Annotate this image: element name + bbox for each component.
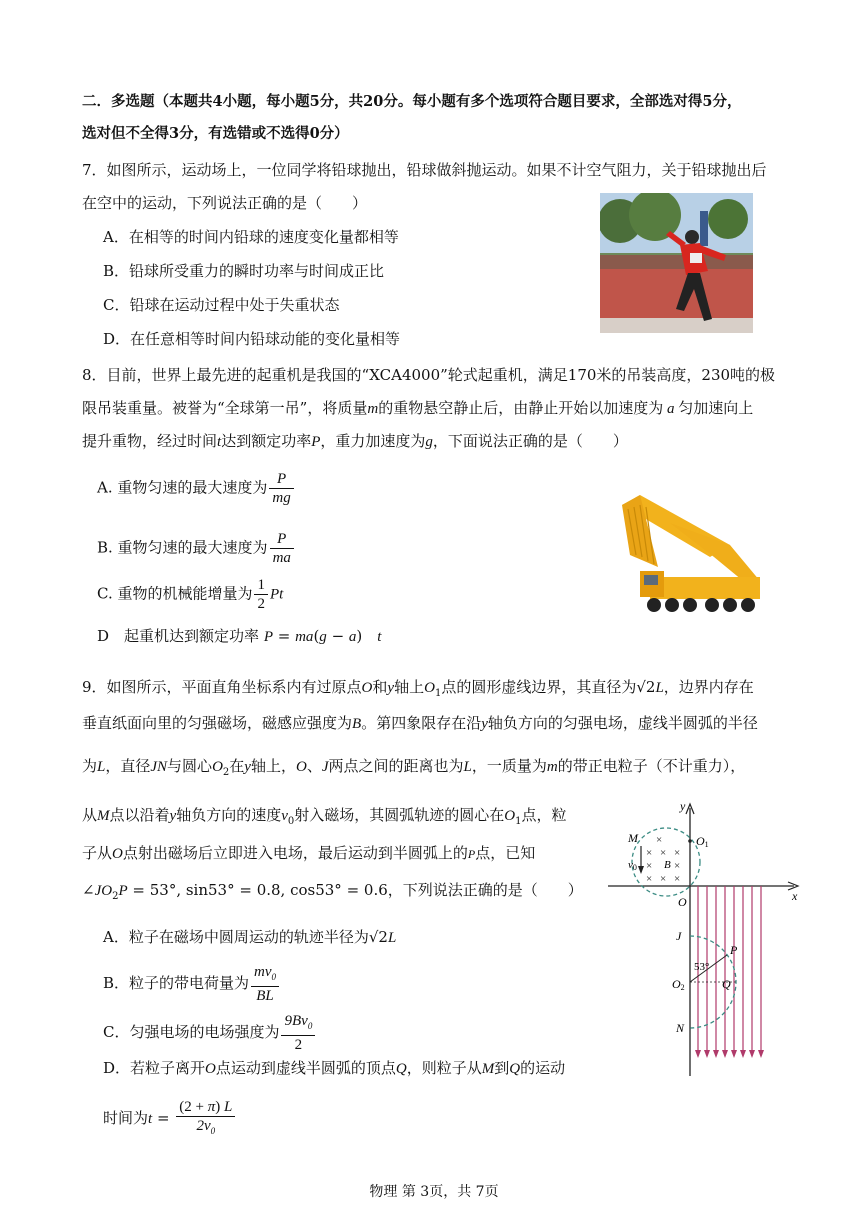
svg-text:×: × xyxy=(674,860,681,872)
label-y: y xyxy=(680,799,686,813)
label-o: O xyxy=(678,895,687,909)
point-o1 xyxy=(688,839,692,843)
label-b: B xyxy=(664,859,671,871)
label-p: P xyxy=(730,943,738,957)
q7-option-a: A．在相等的时间内铅球的速度变化量都相等 xyxy=(103,228,399,246)
svg-text:×: × xyxy=(646,860,653,872)
crane-photo xyxy=(610,485,770,625)
q8-option-b: B. 重物匀速的最大速度为 $\frac{P}{ma}$ xyxy=(97,530,296,567)
page-footer: 物理 第 3页，共 7页 xyxy=(369,1184,499,1200)
label-o2: O2 xyxy=(672,977,685,992)
q9-option-b: B．粒子的带电荷量为 $\frac{mv_0}{BL}$ xyxy=(103,963,281,1005)
q7-option-b: B．铅球所受重力的瞬时功率与时间成正比 xyxy=(103,262,385,280)
field-diagram xyxy=(608,798,808,1083)
q8-stem-3: 提升重物，经过时间t达到额定功率P，重力加速度为g，下面说法正确的是（ ） xyxy=(82,432,628,450)
svg-text:×: × xyxy=(674,873,681,885)
q9-option-d-2: 时间为t = $\frac{(2 + \pi) L}{2v_0}$ xyxy=(103,1098,237,1140)
svg-text:×: × xyxy=(646,847,653,859)
q9-option-d: D．若粒子离开O点运动到虚线半圆弧的顶点Q，则粒子从M到Q的运动 xyxy=(103,1059,566,1077)
svg-text:×: × xyxy=(656,834,663,846)
section-heading: 二．多选题（本题共4小题，每小题5分，共20分。每小题有多个选项符合题目要求，全部选对得5分， xyxy=(82,93,742,110)
label-angle: 53° xyxy=(694,961,710,973)
q9-stem-2: 垂直纸面向里的匀强磁场，磁感应强度为B。第四象限存在沿y轴负方向的匀强电场，虚线半圆弧的半径 xyxy=(82,714,758,732)
label-j: J xyxy=(676,929,682,943)
svg-text:×: × xyxy=(646,873,653,885)
q8-stem-2: 限吊装重量。被誉为“全球第一吊”，将质量m的重物悬空静止后，由静止开始以加速度为 a 匀加速向上 xyxy=(82,399,754,417)
q9-option-c: C．匀强电场的电场强度为 $\frac{9Bv_0}{2}$ xyxy=(103,1012,317,1054)
q8-option-a: A. 重物匀速的最大速度为 $\frac{P}{mg}$ xyxy=(97,470,296,507)
q7-stem-2: 在空中的运动，下列说法正确的是（ ） xyxy=(82,194,368,212)
q7-option-c: C．铅球在运动过程中处于失重状态 xyxy=(103,296,340,314)
svg-text:×: × xyxy=(660,847,667,859)
q9-stem-4: 从M点以沿着y轴负方向的速度$v_0$射入磁场，其圆弧轨迹的圆心在$O_1$点，粒 xyxy=(82,806,567,827)
label-m: M xyxy=(628,831,638,845)
q7-stem: 7．如图所示，运动场上，一位同学将铅球抛出，铅球做斜抛运动。如果不计空气阻力，关于铅球抛出后 xyxy=(82,161,767,179)
q9-stem: 9．如图所示，平面直角坐标系内有过原点O和y轴上$O_1$点的圆形虚线边界，其直径为√2L，边界内存在 xyxy=(82,678,754,699)
q7-option-d: D．在任意相等时间内铅球动能的变化量相等 xyxy=(103,330,401,348)
label-n: N xyxy=(676,1021,685,1035)
q9-stem-5: 子从O点射出磁场后立即进入电场，最后运动到半圆弧上的P点，已知 xyxy=(82,844,536,862)
q8-stem: 8．目前，世界上最先进的起重机是我国的“XCA4000”轮式起重机，满足170米的吊装高度，230吨的极 xyxy=(82,366,776,384)
q9-stem-3: 为L，直径JN与圆心$O_2$在y轴上，O、J两点之间的距离也为L，一质量为m的带正电粒子（不计重力）， xyxy=(82,757,746,778)
electric-field-arrows xyxy=(695,1050,764,1058)
q8-option-d: D 起重机达到额定功率 P = ma(g − a) t xyxy=(97,627,382,645)
svg-text:×: × xyxy=(660,873,667,885)
label-v0: v0 xyxy=(628,859,637,872)
label-x: x xyxy=(792,889,798,903)
label-q: Q xyxy=(722,977,731,991)
section-heading-2: 选对但不全得3分，有选错或不选得0分） xyxy=(82,125,349,142)
q9-stem-6: $\angle JO_2P = 53^\circ$, sin53° = 0.8, cos53° = 0.6，下列说法正确的是（ ） xyxy=(82,881,583,902)
svg-text:×: × xyxy=(674,847,681,859)
shot-put-photo xyxy=(600,193,753,333)
q8-option-c: C. 重物的机械能增量为 $\frac{1}{2}$ Pt xyxy=(97,577,284,612)
label-o1: O1 xyxy=(696,834,709,849)
q9-option-a: A．粒子在磁场中圆周运动的轨迹半径为√2L xyxy=(103,928,397,946)
